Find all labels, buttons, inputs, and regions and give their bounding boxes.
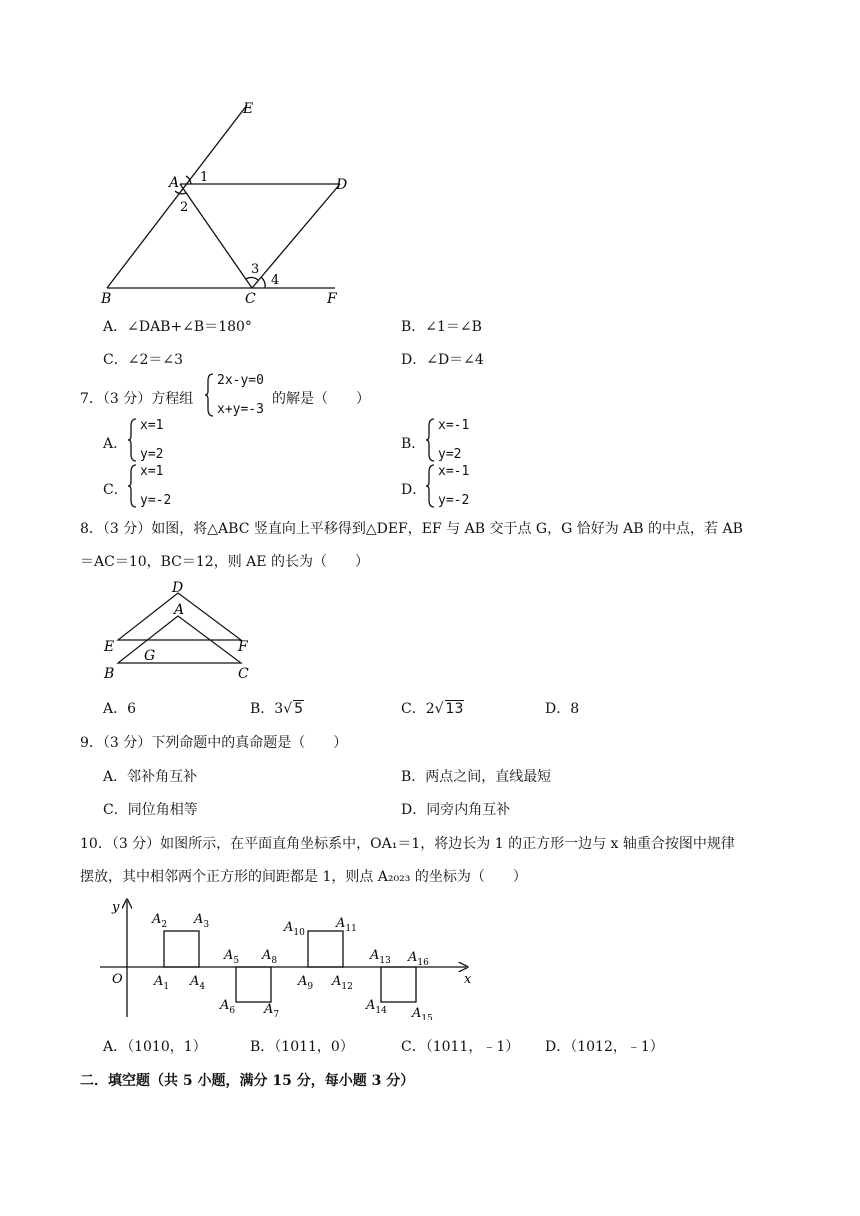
fig10-label-A1: $A_1$ <box>154 974 170 992</box>
q7-equation-system <box>205 373 275 417</box>
q8-b-radicand: 5 <box>294 701 304 717</box>
q7-option-c <box>128 464 183 508</box>
q8-option-d: D．8 <box>545 701 580 717</box>
q9-stem: 9．（3 分）下列命题中的真命题是（ ） <box>80 735 348 751</box>
q7-option-d-label: D． <box>401 482 427 498</box>
q7-d-x: x=-1 <box>438 464 470 479</box>
fig10-label-A3: $A_3$ <box>194 912 210 930</box>
fig10-label-A13: $A_{13}$ <box>370 948 391 966</box>
q8-c-prefix: C．2 <box>401 701 435 717</box>
q7-b-x: x=-1 <box>438 418 470 433</box>
fig10-label-A6: $A_6$ <box>220 998 236 1016</box>
q7-b-y: y=2 <box>438 447 462 462</box>
section-2-heading: 二．填空题（共 5 小题，满分 15 分，每小题 3 分） <box>80 1073 415 1089</box>
fig10-label-y: y <box>112 900 120 915</box>
fig10-label-A12: $A_{12}$ <box>332 974 353 992</box>
q6-option-b: B．∠1＝∠B <box>401 319 482 335</box>
fig6-label-4: 4 <box>271 273 280 288</box>
q8-option-c: C．2√ 13 <box>401 701 464 717</box>
fig10-label-A16: $A_{16}$ <box>408 950 429 968</box>
q7-option-b-label: B． <box>401 436 426 452</box>
q10-option-d: D．（1012，﹣1） <box>545 1039 664 1055</box>
q10-stem-line2: 摆放，其中相邻两个正方形的间距都是 1，则点 A₂₀₂₃ 的坐标为（ ） <box>80 869 527 885</box>
fig10-label-A15: $A_{15}$ <box>412 1006 433 1020</box>
q10-stem-line1: 10．（3 分）如图所示，在平面直角坐标系中，OA₁＝1，将边长为 1 的正方形一边与 x 轴重合按图中规律 <box>80 836 735 852</box>
q10-option-c: C．（1011，﹣1） <box>401 1039 520 1055</box>
q7-a-y: y=2 <box>140 447 164 462</box>
fig10-label-A10: $A_{10}$ <box>284 920 305 938</box>
fig8-label-G: G <box>144 648 156 664</box>
q7-option-d <box>426 464 486 508</box>
fig10-label-O: O <box>112 972 123 987</box>
fig8-label-C: C <box>238 666 249 682</box>
q7-option-c-label: C． <box>103 482 128 498</box>
q6-option-d: D．∠D＝∠4 <box>401 352 484 368</box>
q10-option-a: A．（1010，1） <box>103 1039 207 1055</box>
q9-option-d: D．同旁内角互补 <box>401 802 511 818</box>
fig6-label-1: 1 <box>200 170 209 185</box>
q8-b-prefix: B．3 <box>250 701 284 717</box>
q7-eq2: x+y=-3 <box>217 402 264 417</box>
q7-option-a-label: A． <box>103 436 128 452</box>
q9-option-a: A．邻补角互补 <box>103 769 198 785</box>
fig8-label-A: A <box>174 602 185 618</box>
q8-option-a: A．6 <box>103 701 137 717</box>
q7-c-x: x=1 <box>140 464 164 479</box>
figure-q8-triangles <box>98 580 253 685</box>
q7-stem-pre: 7．（3 分）方程组 <box>80 391 194 407</box>
q7-option-b <box>426 418 481 462</box>
figure-q10-squares <box>98 895 483 1020</box>
q9-option-c: C．同位角相等 <box>103 802 198 818</box>
fig10-label-x: x <box>464 972 472 987</box>
fig8-label-E: E <box>104 639 115 655</box>
q8-stem-line2: ＝AC＝10，BC＝12，则 AE 的长为（ ） <box>80 554 369 570</box>
q6-option-c: C．∠2＝∠3 <box>103 352 183 368</box>
fig6-label-C: C <box>245 291 256 307</box>
q7-stem-post: 的解是（ ） <box>272 391 370 407</box>
fig8-label-F: F <box>238 639 248 655</box>
q8-c-radicand: 13 <box>445 701 464 717</box>
q8-option-b: B．3√ 5 <box>250 701 304 717</box>
fig6-label-B: B <box>101 291 112 307</box>
fig6-label-3: 3 <box>251 262 260 277</box>
fig10-label-A9: $A_9$ <box>298 974 314 992</box>
q7-a-x: x=1 <box>140 418 164 433</box>
fig10-label-A2: $A_2$ <box>152 912 168 930</box>
fig10-label-A5: $A_5$ <box>224 948 240 966</box>
fig10-label-A11: $A_{11}$ <box>336 916 357 934</box>
fig6-label-F: F <box>327 291 337 307</box>
fig6-label-A: A <box>169 175 180 191</box>
q7-d-y: y=-2 <box>438 493 470 508</box>
fig10-label-A7: $A_7$ <box>264 1002 280 1020</box>
q8-stem-line1: 8．（3 分）如图，将△ABC 竖直向上平移得到△DEF，EF 与 AB 交于点 G，G 恰好为 AB 的中点，若 AB <box>80 521 743 537</box>
q6-option-a: A．∠DAB+∠B＝180° <box>103 319 252 335</box>
fig10-label-A14: $A_{14}$ <box>366 998 387 1016</box>
q7-c-y: y=-2 <box>140 493 172 508</box>
fig10-label-A8: $A_8$ <box>262 948 278 966</box>
figure-q6-parallelogram <box>95 95 355 310</box>
fig6-label-D: D <box>336 177 348 193</box>
q10-option-b: B．（1011，0） <box>250 1039 354 1055</box>
fig6-label-E: E <box>243 101 254 117</box>
fig8-label-B: B <box>104 666 115 682</box>
fig8-label-D: D <box>172 580 184 596</box>
q7-eq1: 2x-y=0 <box>217 373 264 388</box>
q7-option-a <box>128 418 178 462</box>
fig6-label-2: 2 <box>180 200 189 215</box>
fig10-label-A4: $A_4$ <box>190 974 206 992</box>
q9-option-b: B．两点之间，直线最短 <box>401 769 552 785</box>
